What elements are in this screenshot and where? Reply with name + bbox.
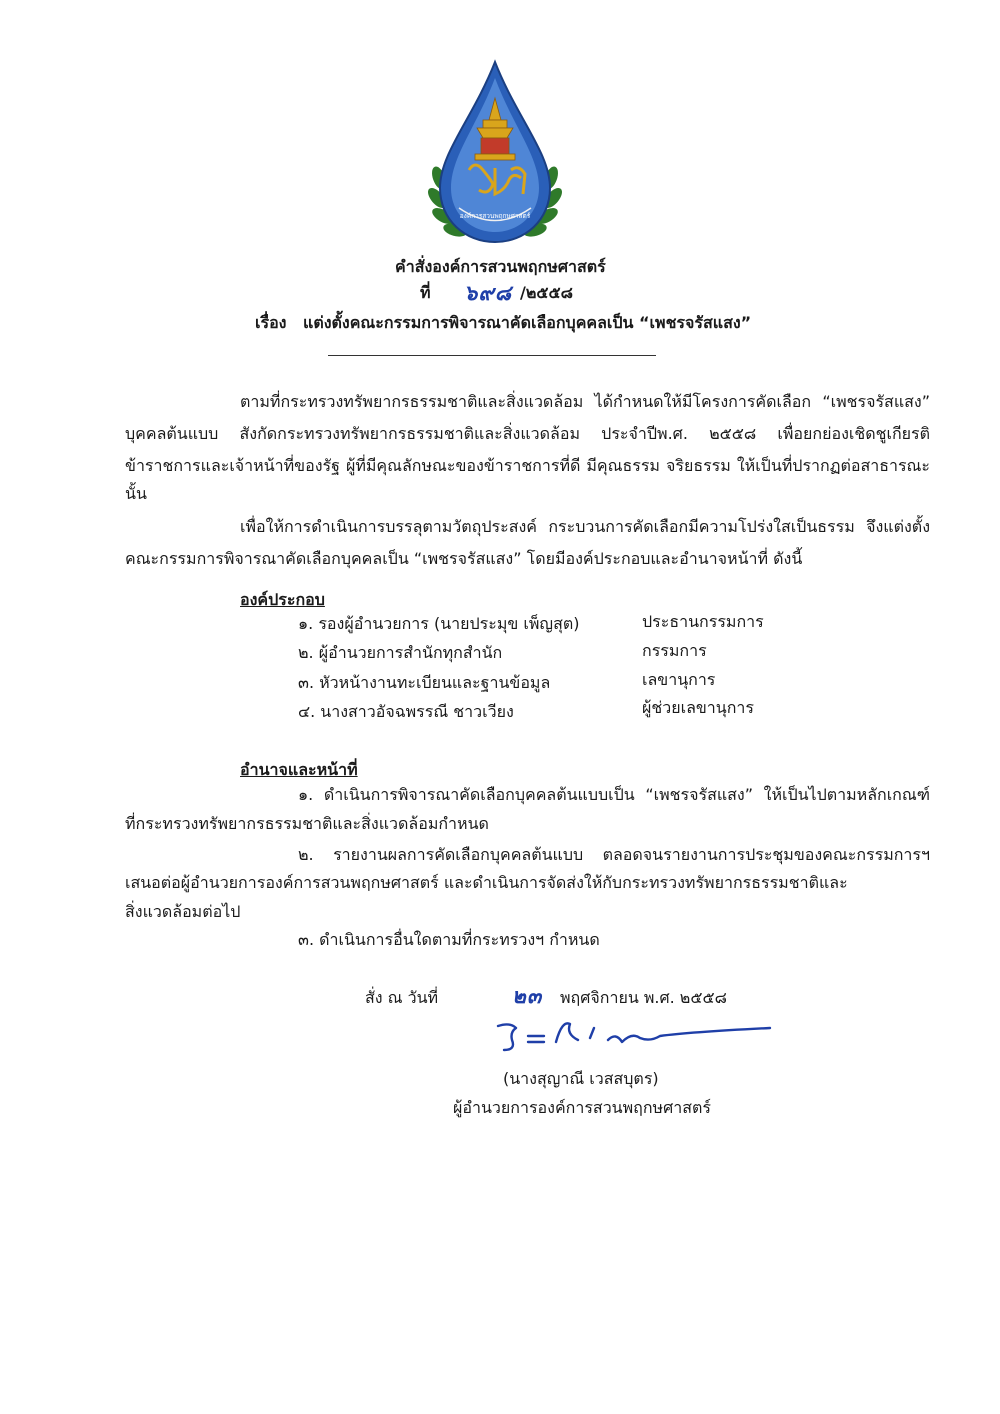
duty-2-line-3: สิ่งแวดล้อมต่อไป xyxy=(125,902,241,921)
organization-logo xyxy=(425,58,565,248)
member-role: เลขานุการ xyxy=(642,670,716,689)
paragraph-2-line-2: คณะกรรมการพิจารณาคัดเลือกบุคคลเป็น “เพชรจรัสแสง” โดยมีองค์ประกอบและอำนาจหน้าที่ ดังนี้ xyxy=(125,549,803,568)
member-name: ๓. หัวหน้างานทะเบียนและฐานข้อมูล xyxy=(298,673,551,692)
composition-heading: องค์ประกอบ xyxy=(240,590,325,609)
day-handwritten: ๒๓ xyxy=(512,984,543,1008)
duty-1-line-1: ๑. ดำเนินการพิจารณาคัดเลือกบุคคลต้นแบบเป็น “เพชรจรัสแสง” ให้เป็นไปตามหลักเกณฑ์ xyxy=(298,785,930,804)
order-title: คำสั่งองค์การสวนพฤกษศาสตร์ xyxy=(395,257,606,276)
member-name: ๑. รองผู้อำนวยการ (นายประมุข เพ็ญสุต) xyxy=(298,614,580,633)
signer-name: (นางสุญาณี เวสสบุตร) xyxy=(503,1069,659,1088)
order-number-handwritten: ๖๙๘ xyxy=(464,281,512,305)
title-divider xyxy=(328,355,656,356)
paragraph-1-line-1: ตามที่กระทรวงทรัพยากรธรรมชาติและสิ่งแวดล้อม ได้กำหนดให้มีโครงการคัดเลือก “เพชรจรัสแสง” xyxy=(240,392,930,411)
member-role: กรรมการ xyxy=(642,641,707,660)
member-name: ๒. ผู้อำนวยการสำนักทุกสำนัก xyxy=(298,643,503,662)
member-role: ประธานกรรมการ xyxy=(642,612,764,631)
signature-image xyxy=(478,1012,778,1057)
paragraph-1-line-2: บุคคลต้นแบบ สังกัดกระทรวงทรัพยากรธรรมชาติและสิ่งแวดล้อม ประจำปีพ.ศ. ๒๕๕๘ เพื่อยกย่องเชิดชูเกียรติ xyxy=(125,424,930,443)
duty-3: ๓. ดำเนินการอื่นใดตามที่กระทรวงฯ กำหนด xyxy=(298,930,600,949)
paragraph-1-line-4: นั้น xyxy=(125,484,147,503)
order-number-prefix: ที่ xyxy=(420,283,431,302)
order-number-suffix: /๒๕๕๘ xyxy=(520,283,573,302)
paragraph-2-line-1: เพื่อให้การดำเนินการบรรลุตามวัตถุประสงค์ กระบวนการคัดเลือกมีความโปร่งใสเป็นธรรม จึงแต่งตั้ง xyxy=(240,517,930,536)
ordered-at-label: สั่ง ณ วันที่ xyxy=(365,988,439,1007)
member-role: ผู้ช่วยเลขานุการ xyxy=(642,698,754,717)
signer-title: ผู้อำนวยการองค์การสวนพฤกษศาสตร์ xyxy=(453,1098,711,1117)
duty-2-line-2: เสนอต่อผู้อำนวยการองค์การสวนพฤกษศาสตร์ และดำเนินการจัดส่งให้กับกระทรวงทรัพยากรธรรมชาติและ xyxy=(125,873,848,892)
duty-1-line-2: ที่กระทรวงทรัพยากรธรรมชาติและสิ่งแวดล้อมกำหนด xyxy=(125,814,489,833)
subject-text: แต่งตั้งคณะกรรมการพิจารณาคัดเลือกบุคคลเป็น “เพชรจรัสแสง” xyxy=(303,313,752,332)
subject-label: เรื่อง xyxy=(255,313,287,332)
duties-heading: อำนาจและหน้าที่ xyxy=(240,760,358,779)
duty-2-line-1: ๒. รายงานผลการคัดเลือกบุคคลต้นแบบ ตลอดจนรายงานการประชุมของคณะกรรมการฯ xyxy=(298,845,930,864)
member-name: ๔. นางสาวอัจฉพรรณี ชาวเวียง xyxy=(298,702,514,721)
paragraph-1-line-3: ข้าราชการและเจ้าหน้าที่ของรัฐ ผู้ที่มีคุณลักษณะของข้าราชการที่ดี มีคุณธรรม จริยธรรม ให้เป็นที่ปรากฏต่อสาธารณะ xyxy=(125,456,930,475)
month-year: พฤศจิกายน พ.ศ. ๒๕๕๘ xyxy=(560,988,727,1007)
logo-wordmark: องค์การสวนพฤกษศาสตร์ xyxy=(459,212,531,220)
